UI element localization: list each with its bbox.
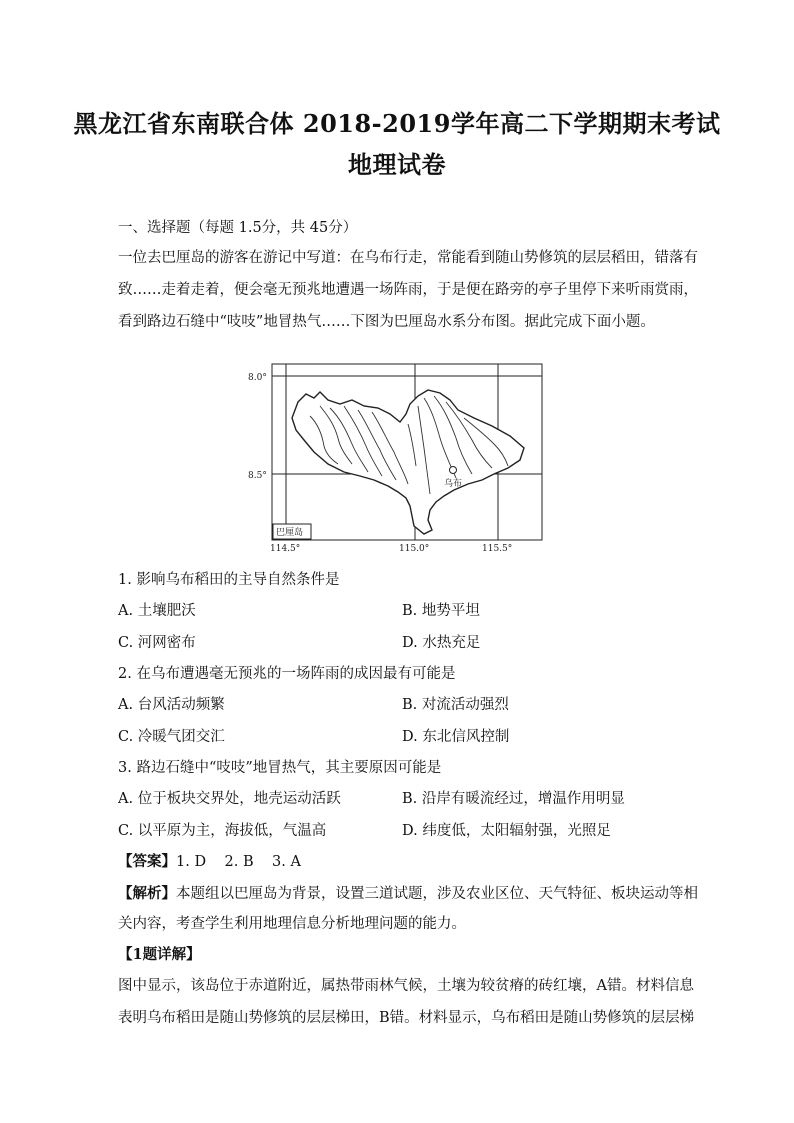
page-title: 黑龙江省东南联合体 2018-2019学年高二下学期期末考试 [73,109,721,138]
passage-line-3: 看到路边石缝中“吱吱”地冒热气……下图为巴厘岛水系分布图。据此完成下面小题。 [118,314,655,330]
question-3-option-b: B. 沿岸有暖流经过，增温作用明显 [402,791,625,807]
analysis-line-2: 关内容，考查学生利用地理信息分析地理问题的能力。 [118,916,466,932]
question-1-option-d: D. 水热充足 [402,635,481,651]
question-2-option-b: B. 对流活动强烈 [402,697,509,713]
ubud-marker [450,467,457,474]
lat-label-8-5: 8.5° [248,471,267,481]
passage-line-1: 一位去巴厘岛的游客在游记中写道：在乌布行走，常能看到随山势修筑的层层稻田，错落有 [118,250,698,266]
answer-label: 【答案】 [118,853,176,870]
question-2-option-a: A. 台风活动频繁 [118,697,225,713]
question-2-option-d: D. 东北信风控制 [402,729,510,745]
question-3-option-d: D. 纬度低，太阳辐射强，光照足 [402,823,611,839]
passage-line-2: 致……走着走着，便会毫无预兆地遭遇一场阵雨，于是便在路旁的亭子里停下来听雨赏雨， [118,282,698,298]
analysis-text-1: 本题组以巴厘岛为背景，设置三道试题，涉及农业区位、天气特征、板块运动等相 [176,886,698,902]
question-2-option-c: C. 冷暖气团交汇 [118,729,225,745]
question-3-option-a: A. 位于板块交界处，地壳运动活跃 [118,791,341,807]
question-3-stem: 3. 路边石缝中“吱吱”地冒热气，其主要原因可能是 [118,760,442,776]
bali-river-map [248,360,548,559]
detail-line-2: 表明乌布稻田是随山势修筑的层层梯田，B错。材料显示，乌布稻田是随山势修筑的层层梯 [118,1010,695,1026]
question-1-option-b: B. 地势平坦 [402,603,480,619]
page-subtitle: 地理试卷 [348,150,446,179]
question-1-option-c: C. 河网密布 [118,635,196,651]
lon-label-114-5: 114.5° [270,544,301,554]
question-3-option-c: C. 以平原为主，海拔低，气温高 [118,823,327,839]
lon-label-115-5: 115.5° [482,544,513,554]
section-heading: 一、选择题（每题 1.5分，共 45分） [118,220,358,236]
detail-label: 【1题详解】 [118,946,201,963]
analysis-line-1 [118,884,698,904]
detail-line-1: 图中显示，该岛位于赤道附近，属热带雨林气候，土壤为较贫瘠的砖红壤，A错。材料信息 [118,978,694,994]
island-label: 巴厘岛 [276,528,304,538]
analysis-label: 【解析】 [118,885,176,902]
ubud-label: 乌布 [444,479,463,489]
question-1-stem: 1. 影响乌布稻田的主导自然条件是 [118,572,340,588]
question-2-stem: 2. 在乌布遭遇毫无预兆的一场阵雨的成因最有可能是 [118,666,456,682]
answer-text: 1. D 2. B 3. A [176,854,301,870]
lat-label-8-0: 8.0° [248,373,267,383]
island-outline [292,390,524,534]
answer-line [118,852,301,872]
lon-label-115-0: 115.0° [399,544,430,554]
question-1-option-a: A. 土壤肥沃 [118,603,196,619]
